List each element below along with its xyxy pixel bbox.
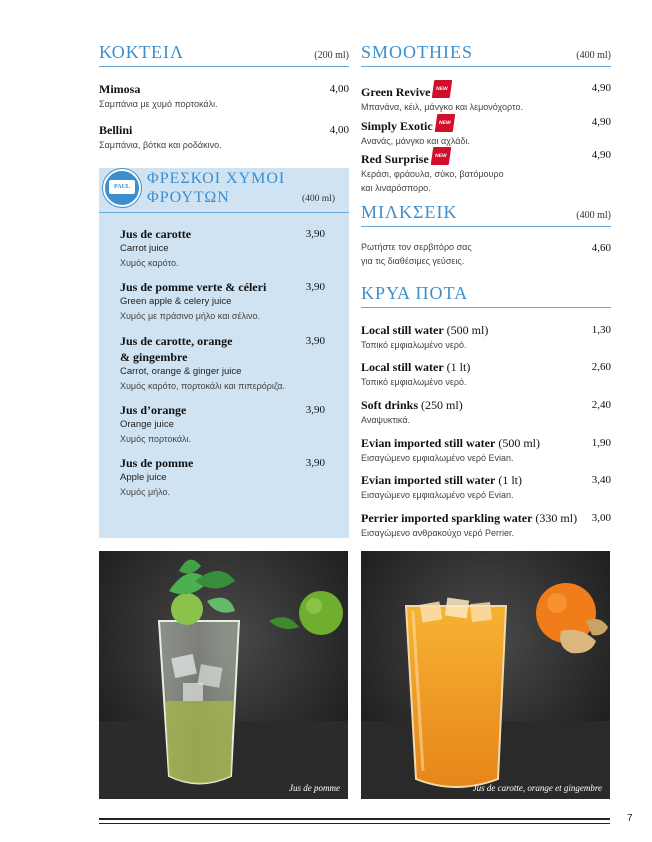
item-description: Χυμός πορτοκάλι. — [120, 434, 192, 444]
paul-logo — [103, 169, 141, 207]
item-english-name: Carrot, orange & ginger juice — [120, 366, 242, 377]
item-name: Jus de pomme verte & céleri — [120, 280, 267, 294]
item-price: 3,90 — [305, 404, 325, 416]
menu-item — [361, 322, 611, 352]
item-name: Jus d’orange — [120, 403, 187, 417]
item-name: Perrier imported sparkling water — [361, 511, 533, 525]
new-badge: NEW — [432, 80, 452, 98]
item-name: Bellini — [99, 123, 133, 137]
item-price: 2,40 — [591, 399, 611, 411]
item-price: 3,00 — [591, 512, 611, 524]
item-description: Χυμός καρότο, πορτοκάλι και πιπερόριζα. — [120, 381, 285, 391]
section-title: ΚΡΥΑ ΠΟΤΑ — [361, 283, 469, 303]
apple-juice-photo — [99, 551, 348, 799]
section-title-line: ΦΡΟΥΤΩΝ — [147, 189, 230, 206]
item-name-row — [361, 80, 611, 100]
photo-caption: Jus de pomme — [289, 783, 340, 793]
item-name: Jus de pomme — [120, 456, 194, 470]
menu-item — [361, 472, 611, 502]
item-description: Σαμπάνια με χυμό πορτοκάλι. — [99, 99, 218, 109]
item-price: 1,30 — [591, 324, 611, 336]
item-english-name: Green apple & celery juice — [120, 296, 232, 307]
item-name-line: & gingembre — [120, 350, 188, 364]
menu-item — [361, 114, 611, 148]
footer-rule — [99, 823, 610, 824]
item-english-name: Apple juice — [120, 472, 167, 483]
apple-juice-illustration — [99, 551, 348, 799]
item-english-name: Carrot juice — [120, 243, 169, 254]
item-description-line: για τις διαθέσιμες γεύσεις. — [361, 256, 465, 266]
section-volume: (200 ml) — [314, 50, 349, 61]
item-name: Red Surprise — [361, 152, 429, 166]
item-volume: (330 ml) — [532, 511, 578, 525]
item-english-name: Orange juice — [120, 419, 174, 430]
item-price: 2,60 — [591, 361, 611, 373]
item-price: 4,90 — [591, 116, 611, 128]
item-price: 3,40 — [591, 474, 611, 486]
item-description: Χυμός μήλο. — [120, 487, 171, 497]
section-title: ΚΟΚΤΕΙΛ — [99, 42, 185, 62]
item-description: Σαμπάνια, βότκα και ροδάκινο. — [99, 140, 222, 150]
juice-item — [120, 333, 325, 393]
section-title: ΜΙΛΚΣΕΙΚ — [361, 202, 458, 222]
section-title: SMOOTHIES — [361, 42, 474, 62]
item-price: 4,90 — [591, 149, 611, 161]
item-volume: (250 ml) — [418, 398, 463, 412]
item-name: Mimosa — [99, 82, 141, 96]
item-name: Local still water — [361, 323, 444, 337]
item-name: Green Revive — [361, 85, 431, 99]
right-column — [361, 0, 611, 545]
juice-item — [120, 455, 325, 499]
item-name-line: Jus de carotte, orange — [120, 334, 233, 348]
menu-item — [361, 510, 611, 540]
menu-item — [99, 81, 349, 111]
item-volume: (500 ml) — [443, 323, 489, 337]
section-volume: (400 ml) — [302, 194, 335, 204]
item-description: Μπανάνα, κέιλ, μάνγκο και λεμονόχορτο. — [361, 102, 523, 112]
item-price: 4,00 — [329, 83, 349, 95]
section-title — [147, 169, 285, 207]
item-name: Simply Exotic — [361, 119, 433, 133]
item-name: Evian imported still water — [361, 436, 496, 450]
juice-item — [120, 279, 325, 323]
item-description-line: Κεράσι, φράουλα, σύκο, βατόμουρο — [361, 169, 504, 179]
menu-item — [361, 240, 611, 268]
new-badge: NEW — [430, 147, 450, 165]
section-volume: (400 ml) — [576, 210, 611, 221]
item-name-row — [361, 114, 611, 134]
smoothies-header — [361, 42, 611, 67]
cold-drinks-header — [361, 283, 611, 308]
menu-item — [361, 397, 611, 427]
item-volume: (500 ml) — [495, 436, 540, 450]
item-description: Εισαγώμενο ανθρακούχο νερό Perrier. — [361, 528, 514, 538]
item-price: 3,90 — [305, 228, 325, 240]
item-description: Αναψυκτικά. — [361, 415, 411, 425]
footer-rule — [99, 818, 610, 820]
item-description-line: Ρωτήστε τον σερβιτόρο σας — [361, 242, 472, 252]
carrot-juice-illustration — [361, 551, 610, 799]
fresh-juices-panel — [99, 168, 349, 538]
carrot-orange-ginger-juice-photo — [361, 551, 610, 799]
item-price: 3,90 — [305, 335, 325, 347]
milkshakes-header — [361, 202, 611, 227]
paul-logo-text: PAUL — [109, 180, 135, 194]
juice-item — [120, 402, 325, 446]
item-name: Soft drinks — [361, 398, 419, 412]
juice-item — [120, 226, 325, 270]
item-description: Χυμός καρότο. — [120, 258, 179, 268]
menu-item — [99, 122, 349, 152]
item-description: Τοπικό εμφιαλωμένο νερό. — [361, 377, 467, 387]
section-volume: (400 ml) — [576, 50, 611, 61]
item-price: 4,00 — [329, 124, 349, 136]
item-price: 3,90 — [305, 457, 325, 469]
item-description: Ανανάς, μάνγκο και αχλάδι. — [361, 136, 470, 146]
item-price: 4,60 — [591, 242, 611, 254]
menu-item — [361, 147, 611, 195]
menu-item — [361, 435, 611, 465]
item-volume: (1 lt) — [495, 473, 522, 487]
fresh-juices-header — [99, 168, 349, 213]
item-description: Εισαγώμενο εμφιαλωμένο νερό Evian. — [361, 490, 514, 500]
menu-item — [361, 80, 611, 114]
menu-item — [361, 359, 611, 389]
item-price: 1,90 — [591, 437, 611, 449]
cocktails-section — [99, 0, 349, 160]
item-description: Εισαγώμενο εμφιαλωμένο νερό Evian. — [361, 453, 514, 463]
page-number: 7 — [627, 813, 633, 824]
item-description: Χυμός με πράσινο μήλο και σέλινο. — [120, 311, 260, 321]
item-price: 3,90 — [305, 281, 325, 293]
item-name: Jus de carotte — [120, 227, 192, 241]
section-title-line: ΦΡΕΣΚΟΙ ΧΥΜΟΙ — [147, 170, 286, 187]
item-volume: (1 lt) — [443, 360, 471, 374]
photo-caption: Jus de carotte, orange et gingembre — [472, 783, 602, 793]
cocktails-header — [99, 42, 349, 67]
item-description: Τοπικό εμφιαλωμένο νερό. — [361, 340, 467, 350]
item-name: Local still water — [361, 360, 444, 374]
item-price: 4,90 — [591, 82, 611, 94]
item-description-line: και λιναρόσπορο. — [361, 183, 431, 193]
new-badge: NEW — [434, 114, 454, 132]
item-name-row — [361, 147, 611, 167]
item-name: Evian imported still water — [361, 473, 496, 487]
